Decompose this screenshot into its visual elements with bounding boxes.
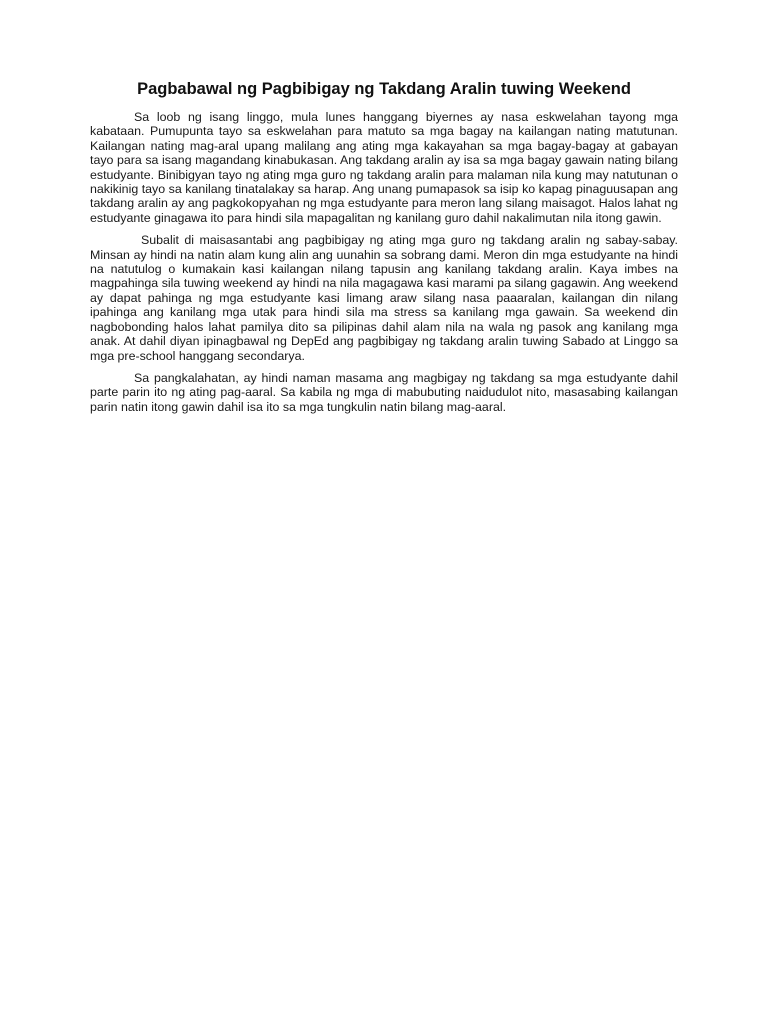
document-body xyxy=(90,110,678,422)
document-title: Pagbabawal ng Pagbibigay ng Takdang Aralin tuwing Weekend xyxy=(137,80,631,98)
paragraph-1: Sa loob ng isang linggo, mula lunes hanggang biyernes ay nasa eskwelahan tayong mga kabataan. Pumupunta tayo sa eskwelahan para matuto sa mga bagay na kailangan nating matutunan. Kailangan nating mag-aral upang malilang ang ating mga kakayahan sa mga bagay-bagay at gabayan tayo para sa isang magandang kinabukasan. Ang takdang aralin ay isa sa mga bagay gawain nating bilang estudyante. Binibigyan tayo ng ating mga guro ng takdang aralin para malaman nila kung may natutunan o nakikinig tayo sa kanilang tinatalakay sa harap. Ang unang pumapasok sa isip ko kapag pinaguusapan ang takdang aralin ay ang pagkokopyahan ng mga estudyante para meron lang silang maisagot. Halos lahat ng estudyante ginagawa ito para hindi sila mapagalitan ng kanilang guro dahil nakalimutan nila itong gawin. xyxy=(90,110,678,225)
paragraph-2: Subalit di maisasantabi ang pagbibigay ng ating mga guro ng takdang aralin ng sabay-sabay. Minsan ay hindi na natin alam kung alin ang uunahin sa sobrang dami. Meron din mga estudyante na hindi na natutulog o kumakain kasi kailangan nilang tapusin ang kanilang takdang aralin. Kaya imbes na magpahinga sila tuwing weekend ay hindi na nila magagawa kasi marami pa silang gagawin. Ang weekend ay dapat pahinga ng mga estudyante kasi limang araw silang nasa paaaralan, kailangan din nilang ipahinga ang kanilang mga utak para hindi sila ma stress sa kanilang mga gawain. Sa weekend din nagbobonding halos lahat pamilya dito sa pilipinas dahil alam nila na wala ng pasok ang kanilang mga anak. At dahil diyan ipinagbawal ng DepEd ang pagbibigay ng takdang aralin tuwing Sabado at Linggo sa mga pre-school hanggang secondarya. xyxy=(90,233,678,363)
paragraph-3: Sa pangkalahatan, ay hindi naman masama ang magbigay ng takdang sa mga estudyante dahil parte parin ito ng ating pag-aaral. Sa kabila ng mga di mabubuting naidudulot nito, masasabing kailangan parin natin itong gawin dahil isa ito sa mga tungkulin natin bilang mag-aaral. xyxy=(90,370,678,414)
